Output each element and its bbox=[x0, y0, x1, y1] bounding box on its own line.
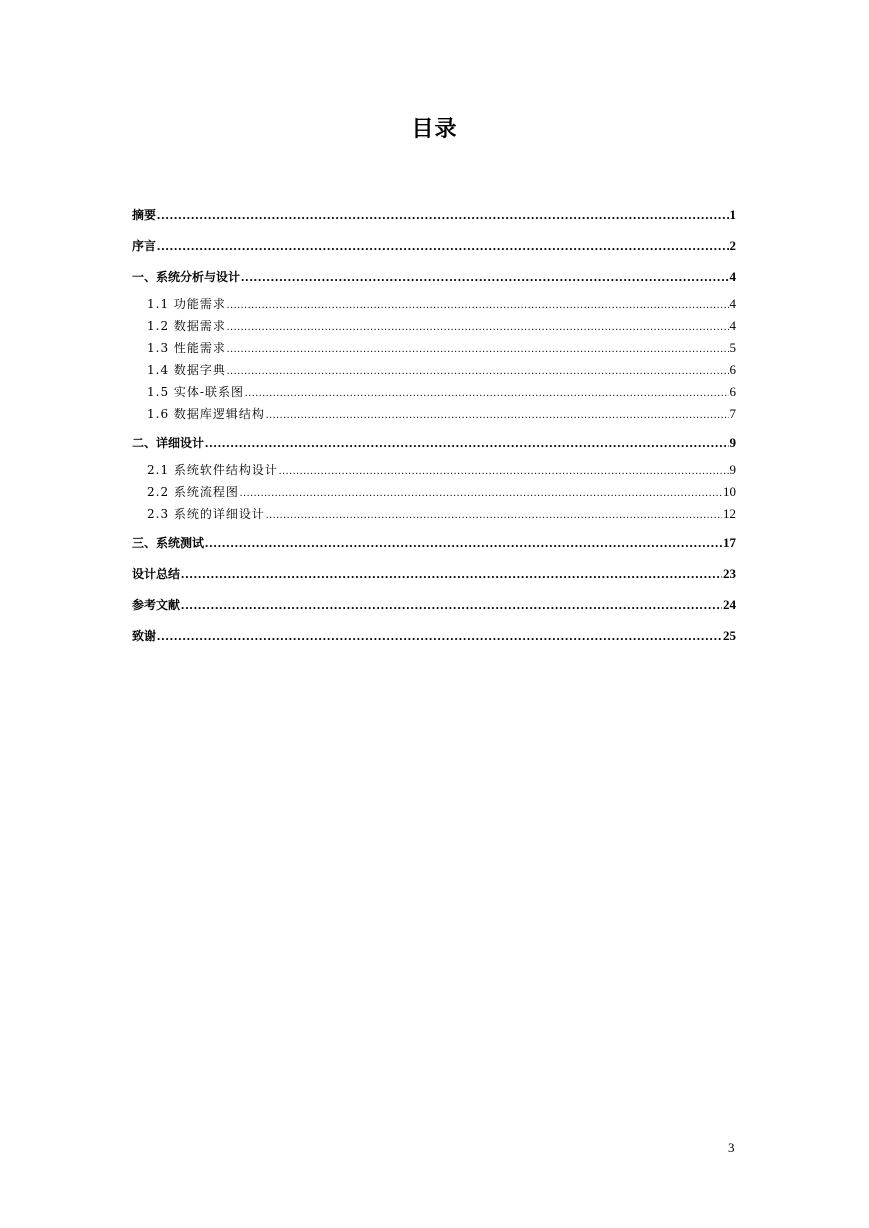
toc-entry-page: 6 bbox=[729, 362, 736, 377]
toc-entry-label: 2.3 系统的详细设计 bbox=[147, 507, 265, 521]
toc-entry-page: 2 bbox=[729, 238, 736, 253]
toc-entry-label: 设计总结 bbox=[132, 567, 181, 581]
dot-leader bbox=[266, 505, 722, 527]
toc-entry-label: 序言 bbox=[132, 239, 157, 253]
dot-leader bbox=[245, 383, 729, 405]
toc-entry-page: 25 bbox=[723, 628, 736, 643]
toc-entry-label: 1.3 性能需求 bbox=[147, 341, 226, 355]
toc-entry-label: 致谢 bbox=[132, 629, 157, 643]
dot-leader bbox=[227, 295, 729, 317]
dot-leader bbox=[157, 236, 728, 256]
toc-entry-chapter-3[interactable] bbox=[132, 533, 736, 553]
dot-leader bbox=[227, 339, 729, 361]
page-number: 3 bbox=[728, 1140, 735, 1155]
toc-entry-design-summary[interactable] bbox=[132, 564, 736, 584]
toc-entry-label: 三、系统测试 bbox=[132, 536, 205, 550]
toc-entry-page: 23 bbox=[723, 566, 736, 581]
toc-entry-page: 10 bbox=[723, 484, 736, 499]
dot-leader bbox=[227, 317, 729, 339]
toc-entry-1-2[interactable] bbox=[132, 315, 736, 337]
toc-entry-label: 1.1 功能需求 bbox=[147, 297, 226, 311]
toc-entry-page: 6 bbox=[729, 384, 736, 399]
toc-entry-label: 1.6 数据库逻辑结构 bbox=[147, 407, 265, 421]
table-of-contents bbox=[132, 205, 736, 646]
toc-entry-label: 参考文献 bbox=[132, 598, 181, 612]
toc-entry-label: 2.2 系统流程图 bbox=[147, 485, 239, 499]
toc-entry-label: 一、系统分析与设计 bbox=[132, 270, 241, 284]
dot-leader bbox=[266, 405, 729, 427]
dot-leader bbox=[241, 267, 728, 287]
toc-entry-1-5[interactable] bbox=[132, 381, 736, 403]
toc-entry-acknowledgements[interactable] bbox=[132, 626, 736, 646]
toc-entry-2-3[interactable] bbox=[132, 503, 736, 525]
page-title: 目录 bbox=[411, 117, 458, 142]
toc-entry-label: 1.5 实体-联系图 bbox=[147, 385, 244, 399]
toc-entry-1-4[interactable] bbox=[132, 359, 736, 381]
dot-leader bbox=[157, 626, 722, 646]
toc-entry-1-6[interactable] bbox=[132, 403, 736, 425]
toc-entry-page: 9 bbox=[729, 462, 736, 477]
dot-leader bbox=[227, 361, 729, 383]
toc-entry-page: 9 bbox=[729, 435, 736, 450]
toc-entry-2-1[interactable] bbox=[132, 459, 736, 481]
dot-leader bbox=[181, 595, 722, 615]
toc-entry-chapter-1[interactable] bbox=[132, 267, 736, 287]
toc-entry-page: 12 bbox=[723, 506, 736, 521]
toc-entry-label: 二、详细设计 bbox=[132, 436, 205, 450]
toc-entry-preface[interactable] bbox=[132, 236, 736, 256]
toc-entry-references[interactable] bbox=[132, 595, 736, 615]
toc-entry-1-1[interactable] bbox=[132, 293, 736, 315]
toc-entry-chapter-2[interactable] bbox=[132, 433, 736, 453]
toc-entry-abstract[interactable] bbox=[132, 205, 736, 225]
toc-entry-1-3[interactable] bbox=[132, 337, 736, 359]
toc-entry-page: 24 bbox=[723, 597, 736, 612]
toc-entry-page: 1 bbox=[729, 207, 736, 222]
toc-entry-page: 4 bbox=[729, 269, 736, 284]
toc-entry-label: 1.4 数据字典 bbox=[147, 363, 226, 377]
dot-leader bbox=[181, 564, 722, 584]
dot-leader bbox=[205, 433, 728, 453]
toc-entry-label: 摘要 bbox=[132, 208, 157, 222]
dot-leader bbox=[157, 205, 728, 225]
toc-entry-page: 4 bbox=[729, 318, 736, 333]
dot-leader bbox=[205, 533, 722, 553]
toc-entry-label: 2.1 系统软件结构设计 bbox=[147, 463, 278, 477]
dot-leader bbox=[240, 483, 722, 505]
dot-leader bbox=[279, 461, 729, 483]
toc-entry-page: 7 bbox=[729, 406, 736, 421]
toc-entry-label: 1.2 数据需求 bbox=[147, 319, 226, 333]
toc-entry-page: 5 bbox=[729, 340, 736, 355]
toc-entry-page: 17 bbox=[723, 535, 736, 550]
toc-entry-2-2[interactable] bbox=[132, 481, 736, 503]
toc-entry-page: 4 bbox=[729, 296, 736, 311]
